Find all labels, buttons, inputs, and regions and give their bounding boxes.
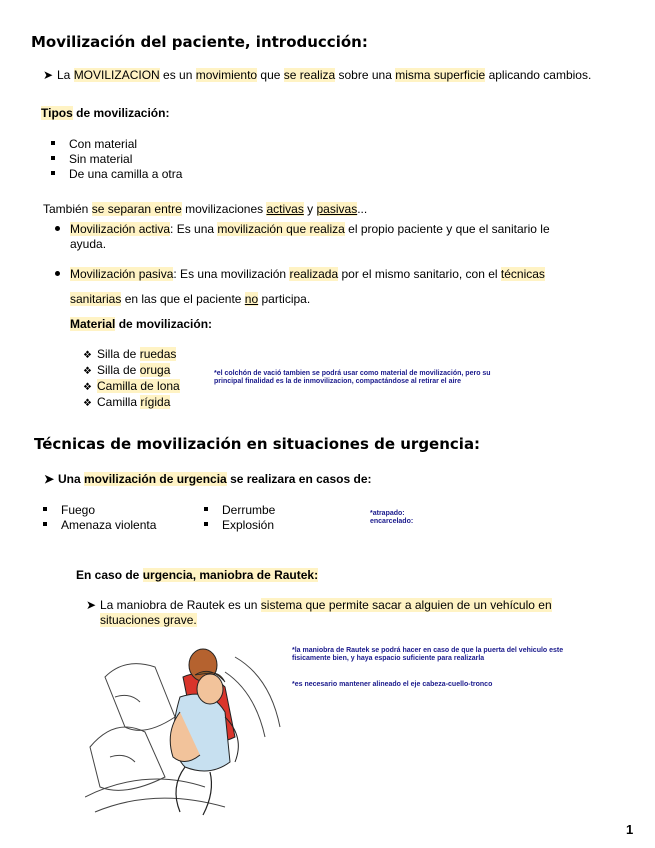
diamond-bullet-icon: ❖ <box>83 350 92 361</box>
tipos-list <box>51 137 182 182</box>
page-title: Movilización del paciente, introducción: <box>31 33 368 51</box>
urgencia-list-col2 <box>204 503 275 533</box>
list-item: Derrumbe <box>204 503 275 518</box>
square-bullet-icon <box>204 522 208 526</box>
list-item: De una camilla a otra <box>51 167 182 182</box>
rautek-heading: En caso de urgencia, maniobra de Rautek: <box>76 568 319 582</box>
urgencia-list-col1 <box>43 503 156 533</box>
section-title-tecnicas: Técnicas de movilización en situaciones de urgencia: <box>34 435 481 453</box>
square-bullet-icon <box>51 171 55 175</box>
urgencia-note: *atrapado: encarcelado: <box>370 510 414 525</box>
round-bullet-icon <box>55 226 60 231</box>
list-item: Explosión <box>204 518 275 533</box>
list-item: ❖ Camilla rígida <box>83 395 171 409</box>
list-item: Fuego <box>43 503 156 518</box>
tipos-heading: Tipos de movilización: <box>41 106 170 120</box>
material-heading: Material de movilización: <box>70 317 213 331</box>
square-bullet-icon <box>204 507 208 511</box>
page-number: 1 <box>626 822 634 837</box>
list-item: Con material <box>51 137 182 152</box>
list-item: Sin material <box>51 152 182 167</box>
material-list <box>83 347 180 411</box>
round-bullet-icon <box>55 271 60 276</box>
list-item: ❖ Silla de oruga <box>83 363 171 377</box>
rautek-maneuver-illustration <box>85 637 285 817</box>
intro-line: ➤ La MOVILIZACION es un movimiento que se realiza sobre una misma superficie aplicando cambios. <box>43 68 592 82</box>
list-item: Amenaza violenta <box>43 518 156 533</box>
arrow-bullet-icon: ➤ <box>44 472 55 486</box>
activa-item: Movilización activa: Es una movilización que realiza el propio paciente y que el sanitario le ayuda. <box>55 222 550 252</box>
arrow-bullet-icon: ➤ <box>43 68 54 82</box>
list-item: ❖ Camilla de lona <box>83 379 180 393</box>
square-bullet-icon <box>43 522 47 526</box>
diamond-bullet-icon: ❖ <box>83 366 92 377</box>
urgencia-line: ➤ Una movilización de urgencia se realizara en casos de: <box>44 472 372 486</box>
rautek-desc: ➤ La maniobra de Rautek es un sistema que permite sacar a alguien de un vehículo en situaciones grave. <box>86 598 552 627</box>
material-note: *el colchón de vació tambien se podrá usar como material de movilización, pero su principal finalidad es la de inmovilizacion, compactándose al retirar el aire <box>214 370 491 385</box>
pasiva-line2: sanitarias en las que el paciente no participa. <box>70 292 311 306</box>
pasiva-item: Movilización pasiva: Es una movilización realizada por el mismo sanitario, con el técnicas <box>55 267 545 282</box>
square-bullet-icon <box>51 141 55 145</box>
diamond-bullet-icon: ❖ <box>83 398 92 409</box>
diamond-bullet-icon: ❖ <box>83 382 92 393</box>
rautek-note-2: *es necesario mantener alineado el eje cabeza-cuello-tronco <box>292 681 493 688</box>
square-bullet-icon <box>43 507 47 511</box>
rautek-note-1: *la maniobra de Rautek se podrá hacer en caso de que la puerta del vehiculo este fisicamente bien, y haya espacio suficiente para realizarla <box>292 647 564 662</box>
tambien-line: También se separan entre movilizaciones activas y pasivas... <box>43 202 368 216</box>
square-bullet-icon <box>51 156 55 160</box>
list-item: ❖ Silla de ruedas <box>83 347 177 361</box>
arrow-bullet-icon: ➤ <box>86 598 97 612</box>
